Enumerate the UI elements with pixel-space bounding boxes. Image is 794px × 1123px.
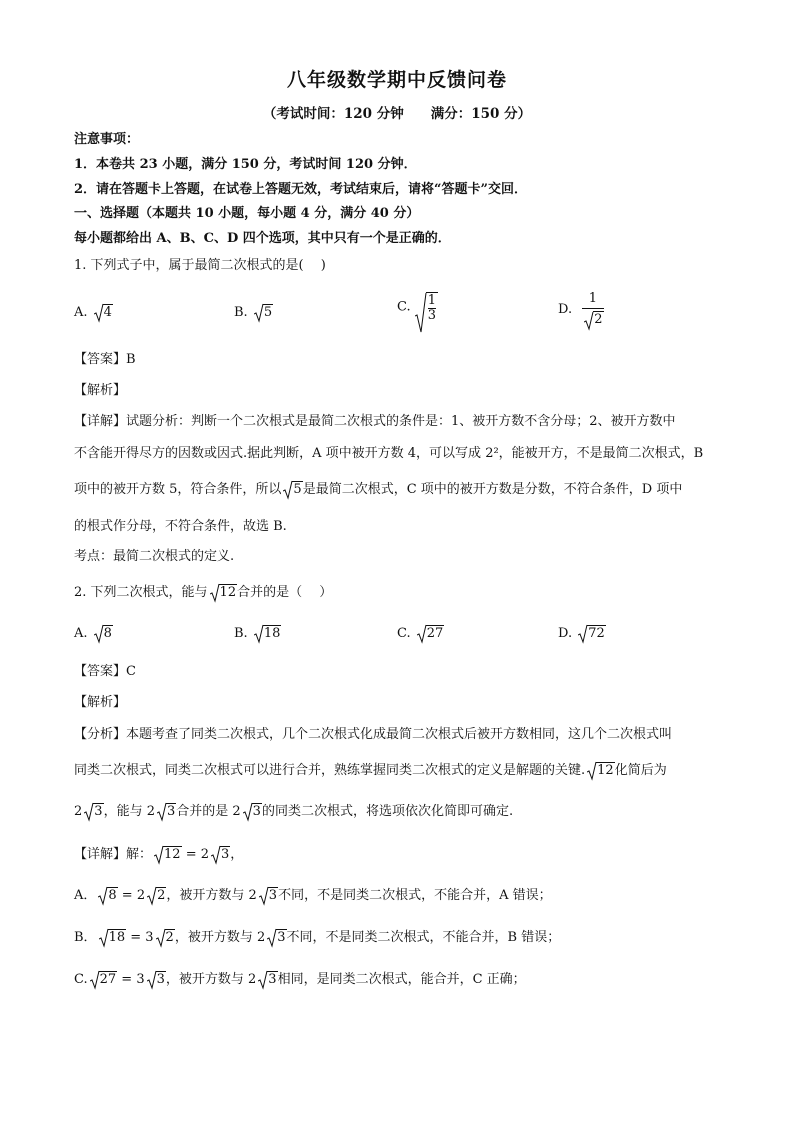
option-label: C. — [397, 626, 411, 641]
radicand: 3 — [268, 972, 277, 987]
radicand: 27 — [426, 626, 444, 641]
q1-knowledge-point: 考点：最简二次根式的定义. — [74, 549, 235, 564]
text: 2 — [74, 804, 83, 819]
q2-analysis-label: 【解析】 — [74, 695, 127, 710]
q2-option-a — [74, 624, 113, 644]
text: B． — [74, 930, 97, 945]
sqrt-symbol — [587, 761, 615, 781]
radicand: 5 — [293, 482, 302, 497]
sqrt-symbol — [94, 303, 113, 323]
sqrt-symbol — [254, 303, 273, 323]
fraction-numerator: 1 — [427, 293, 437, 308]
text: 相同，是同类二次根式，能合并，C 正确； — [277, 972, 526, 987]
sqrt-fraction — [415, 292, 438, 323]
q1-detail-line-2: 不含能开得尽方的因数或因式.据此判断，A 项中被开方数 4，可以写成 2²，能被开方，不是最简二次根式，B — [74, 446, 704, 461]
q1-detail-line-1: 【详解】试题分析：判断一个二次根式是最简二次根式的条件是：1、被开方数不含分母；2、被开方数中 — [74, 414, 676, 429]
q2-step-b — [74, 928, 560, 948]
radicand: 8 — [103, 626, 112, 641]
radicand: 2 — [157, 888, 166, 903]
q1-option-d — [558, 292, 604, 328]
radicand: 12 — [219, 585, 237, 600]
sqrt-symbol — [147, 970, 166, 990]
radicand: 3 — [252, 804, 261, 819]
sqrt-symbol — [417, 624, 445, 644]
text: 2. 下列二次根式，能与 — [74, 585, 208, 600]
sqrt-symbol — [156, 928, 175, 948]
fraction-numerator: 1 — [588, 291, 598, 306]
text: 是最简二次根式，C 项中的被开方数是分数，不符合条件，D 项中 — [302, 482, 683, 497]
text: = 2 — [181, 847, 209, 862]
section-heading: 一、选择题（本题共 10 小题，每小题 4 分，满分 40 分） — [74, 206, 420, 221]
radicand: 18 — [108, 930, 126, 945]
sqrt-symbol — [90, 970, 118, 990]
q2-stem — [74, 583, 332, 603]
sqrt-symbol — [267, 928, 286, 948]
fraction — [582, 292, 603, 328]
radicand: 72 — [588, 626, 605, 641]
fraction-denominator: 3 — [427, 308, 437, 323]
q2-step-c — [74, 970, 526, 990]
section-instruction: 每小题都给出 A、B、C、D 四个选项，其中只有一个是正确的． — [74, 231, 451, 246]
sqrt-symbol — [283, 480, 302, 500]
notice-item-2: 2．请在答题卡上答题，在试卷上答题无效，考试结束后，请将“答题卡”交回． — [74, 182, 528, 197]
text: 项中的被开方数 5，符合条件，所以 — [74, 482, 282, 497]
page-title: 八年级数学期中反馈问卷 — [286, 69, 507, 91]
sqrt-symbol — [259, 886, 278, 906]
text: A． — [74, 888, 97, 903]
radicand: 12 — [597, 763, 614, 778]
radicand: 3 — [166, 804, 176, 819]
text: 不同，不是同类二次根式，不能合并，A 错误； — [278, 888, 552, 903]
sqrt-symbol — [210, 583, 238, 603]
text: 【详解】解： — [74, 847, 153, 862]
radicand: 2 — [165, 930, 174, 945]
text: ，能与 2 — [103, 804, 155, 819]
radicand: 3 — [221, 847, 230, 862]
text: 的同类二次根式，将选项依次化简即可确定. — [261, 804, 514, 819]
page-subtitle: （考试时间：120 分钟 满分：150 分） — [262, 106, 532, 122]
sqrt-symbol — [258, 970, 277, 990]
q1-answer: 【答案】B — [74, 352, 136, 367]
radicand: 2 — [594, 312, 603, 327]
radicand: 12 — [164, 847, 181, 862]
q1-detail-line-4: 的根式作分母，不符合条件，故选 B. — [74, 519, 287, 534]
q2-analysis-line-3 — [74, 802, 513, 822]
q2-option-c — [397, 624, 444, 644]
q1-option-b — [234, 303, 273, 323]
text: ， — [230, 847, 244, 862]
q2-step-a — [74, 886, 552, 906]
text: = 3 — [126, 930, 154, 945]
sqrt-symbol — [211, 845, 230, 865]
text: ，被开方数与 2 — [174, 930, 266, 945]
sqrt-symbol — [98, 886, 117, 906]
text: 合并的是 2 — [176, 804, 241, 819]
radicand: 8 — [108, 888, 117, 903]
radicand: 3 — [268, 888, 278, 903]
option-label: B. — [234, 626, 248, 641]
radicand: 3 — [156, 972, 165, 987]
sqrt-symbol — [254, 624, 282, 644]
q1-analysis-label: 【解析】 — [74, 383, 127, 398]
text: ，被开方数与 2 — [166, 888, 257, 903]
q2-analysis-line-1: 【分析】本题考查了同类二次根式，几个二次根式化成最简二次根式后被开方数相同，这几个二次根式叫 — [74, 727, 673, 742]
sqrt-symbol — [84, 802, 103, 822]
sqrt-symbol — [578, 624, 606, 644]
text: 同类二次根式，同类二次根式可以进行合并，熟练掌握同类二次根式的定义是解题的关键. — [74, 763, 586, 778]
notice-item-1: 1．本卷共 23 小题，满分 150 分，考试时间 120 分钟． — [74, 157, 417, 172]
q2-option-b — [234, 624, 281, 644]
option-label: C. — [397, 299, 411, 315]
option-label: B. — [234, 305, 248, 320]
q1-stem: 1. 下列式子中，属于最简二次根式的是( ) — [74, 258, 326, 273]
text: = 3 — [117, 972, 145, 987]
text: 不同，不是同类二次根式，不能合并，B 错误； — [286, 930, 561, 945]
notice-heading: 注意事项： — [74, 132, 140, 147]
sqrt-symbol — [154, 845, 182, 865]
radicand: 27 — [99, 972, 117, 987]
sqrt-symbol — [243, 802, 262, 822]
sqrt-symbol — [99, 928, 127, 948]
q2-answer: 【答案】C — [74, 664, 136, 679]
q2-option-d — [558, 624, 606, 644]
radicand: 5 — [263, 305, 273, 320]
q1-option-a — [74, 303, 113, 323]
sqrt-symbol — [147, 886, 166, 906]
option-label: D. — [558, 626, 573, 641]
text: = 2 — [117, 888, 146, 903]
text: 化简后为 — [614, 763, 667, 778]
sqrt-symbol — [94, 624, 113, 644]
radicand: 18 — [263, 626, 281, 641]
sqrt-symbol — [584, 311, 603, 328]
q1-detail-line-3 — [74, 480, 682, 500]
q2-detail-line — [74, 845, 243, 865]
text: C. — [74, 972, 88, 987]
option-label: A. — [74, 626, 88, 641]
text: ，被开方数与 2 — [165, 972, 257, 987]
sqrt-symbol — [157, 802, 176, 822]
q1-option-c — [397, 292, 438, 323]
radicand: 3 — [277, 930, 286, 945]
option-label: A. — [74, 305, 88, 320]
text: 合并的是（ ） — [237, 585, 333, 600]
radicand: 3 — [94, 804, 103, 819]
option-label: D. — [558, 302, 573, 317]
radicand: 4 — [103, 305, 112, 320]
q2-analysis-line-2 — [74, 761, 667, 781]
